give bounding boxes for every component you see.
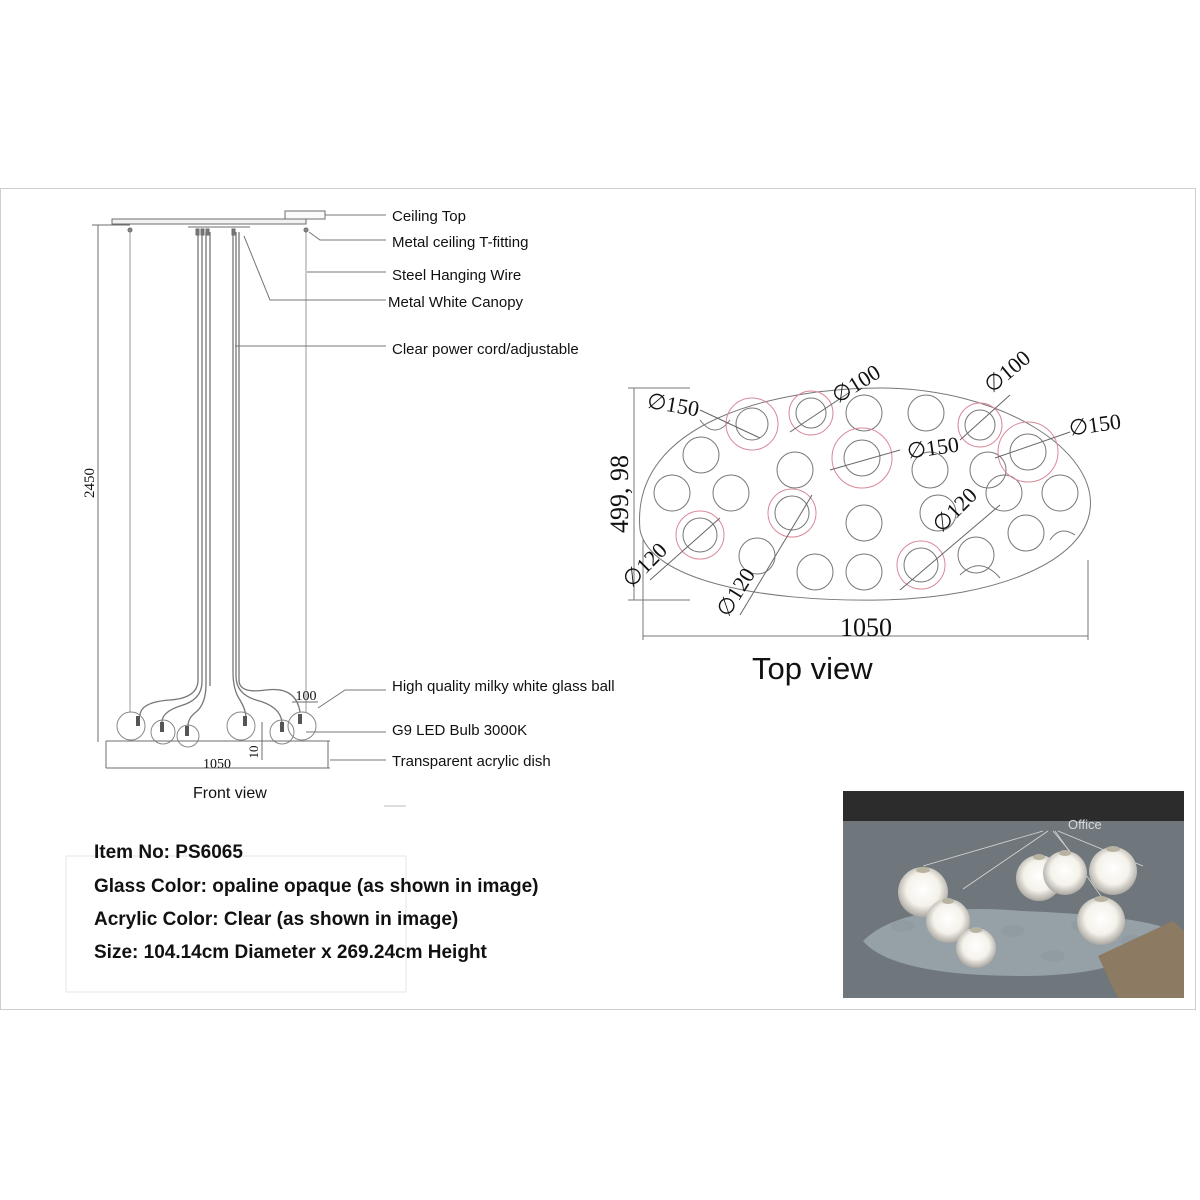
ball-dim: 100 xyxy=(295,689,317,704)
callout-acrylic-dish: Transparent acrylic dish xyxy=(392,753,551,770)
top-d120-bottom: ∅120 xyxy=(711,563,761,621)
dish-outline xyxy=(640,388,1091,600)
front-view-caption: Front view xyxy=(193,785,267,802)
front-height-dim: 2450 xyxy=(82,468,98,498)
dish-thickness-dim: 10 xyxy=(246,745,261,759)
front-width-dim: 1050 xyxy=(203,757,231,772)
top-d150-center: ∅150 xyxy=(905,431,961,464)
spec-size: Size: 104.14cm Diameter x 269.24cm Height xyxy=(94,942,487,963)
bulbs xyxy=(136,714,302,736)
callout-hanging-wire: Steel Hanging Wire xyxy=(392,267,522,284)
top-d150-right: ∅150 xyxy=(1067,408,1123,441)
glass-balls xyxy=(117,712,316,747)
top-d100-right: ∅100 xyxy=(979,344,1036,398)
spec-item-no: Item No: PS6065 xyxy=(94,842,243,863)
top-d100-left: ∅100 xyxy=(827,359,885,409)
top-d120-left: ∅120 xyxy=(617,537,672,592)
callout-bulb: G9 LED Bulb 3000K xyxy=(392,722,528,739)
lamp-positions xyxy=(676,391,1058,589)
top-width-dim: 1050 xyxy=(840,613,892,642)
callout-glass-ball: High quality milky white glass ball xyxy=(392,678,615,695)
top-d120-right: ∅120 xyxy=(927,482,982,537)
product-photo xyxy=(843,791,1184,998)
callout-ceiling-top: Ceiling Top xyxy=(392,208,466,225)
top-view-caption: Top view xyxy=(752,651,873,686)
top-d150-left: ∅150 xyxy=(645,387,702,422)
t-fitting-right xyxy=(304,228,308,232)
power-cords xyxy=(140,232,300,726)
spec-glass-color: Glass Color: opaline opaque (as shown in image) xyxy=(94,876,539,897)
front-view-drawing xyxy=(92,211,406,806)
t-fitting-left xyxy=(128,228,132,232)
spec-acrylic-color: Acrylic Color: Clear (as shown in image) xyxy=(94,909,459,930)
ceiling-top-plate xyxy=(285,211,325,219)
photo-sign: Office xyxy=(1068,817,1102,832)
diameter-leaders xyxy=(650,392,1070,615)
callout-canopy: Metal White Canopy xyxy=(388,294,524,311)
callout-leaders xyxy=(235,215,386,760)
top-depth-dim: 499, 98 xyxy=(605,455,634,533)
callout-power-cord: Clear power cord/adjustable xyxy=(392,341,579,358)
top-view-drawing xyxy=(628,388,1090,640)
dish-holes xyxy=(654,395,1078,590)
ceiling-plate xyxy=(112,219,306,224)
callout-t-fitting: Metal ceiling T-fitting xyxy=(392,234,529,251)
